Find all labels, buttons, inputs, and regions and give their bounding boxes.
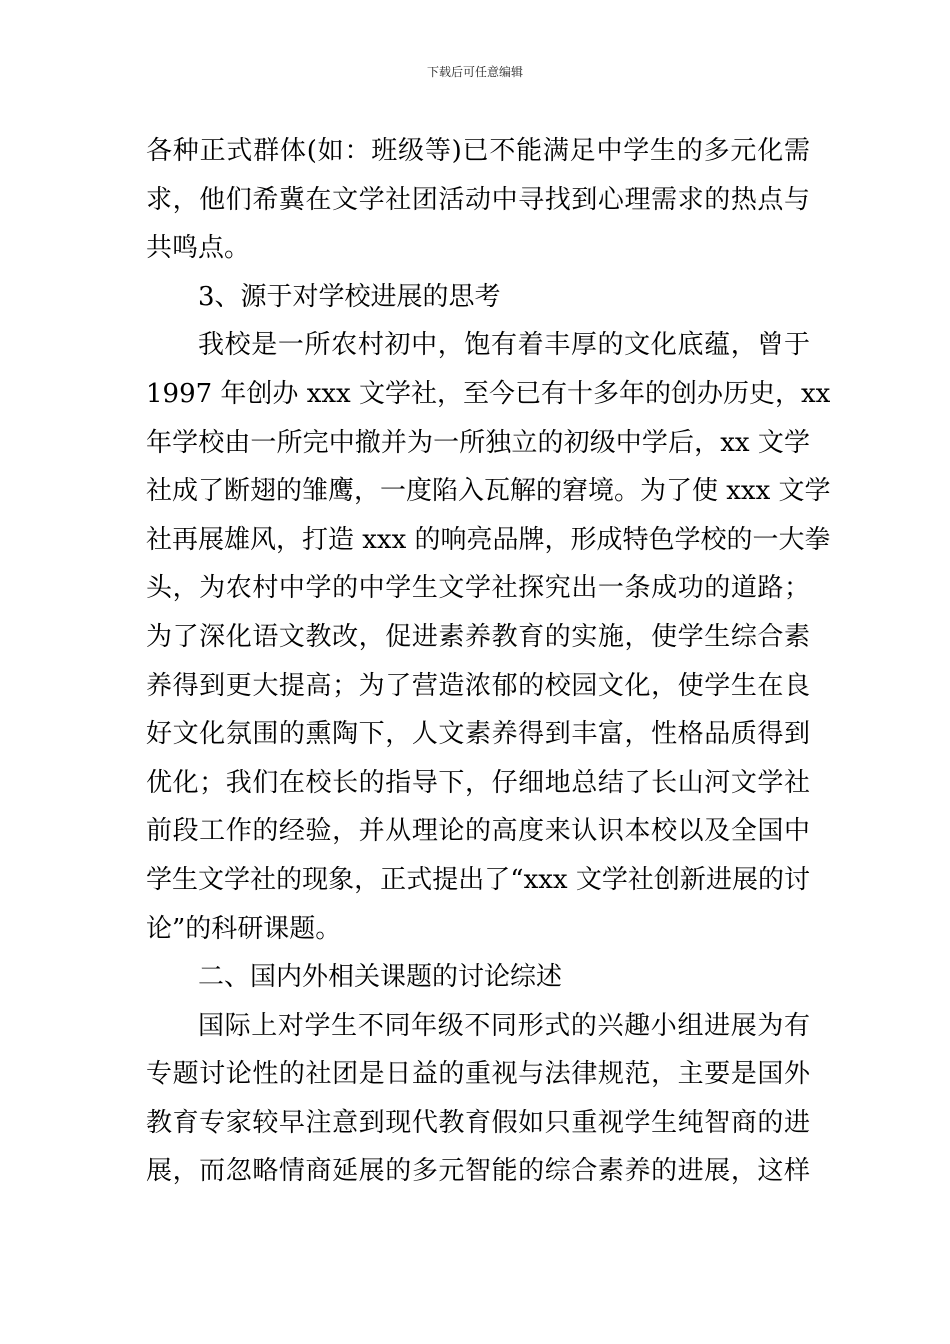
text-line: 年学校由一所完中撤并为一所独立的初级中学后，xx 文学 (146, 427, 810, 458)
text-line: 学生文学社的现象，正式提出了“xxx 文学社创新进展的讨 (146, 864, 810, 895)
text-line: 国际上对学生不同年级不同形式的兴趣小组进展为有 (198, 1010, 810, 1041)
text-line: 好文化氛围的熏陶下，人文素养得到丰富，性格品质得到 (146, 719, 810, 750)
document-body (146, 127, 831, 1196)
section-heading: 3、源于对学校进展的思考 (198, 281, 501, 312)
text-line: 社成了断翅的雏鹰，一度陷入瓦解的窘境。为了使 xxx 文学 (146, 476, 831, 507)
text-line: 论”的科研课题。 (146, 913, 342, 944)
text-line: 1997 年创办 xxx 文学社，至今已有十多年的创办历史，xx (146, 378, 831, 409)
text-line: 展，而忽略情商延展的多元智能的综合素养的进展，这样 (146, 1156, 810, 1187)
text-line: 优化；我们在校长的指导下，仔细地总结了长山河文学社 (146, 767, 810, 798)
text-line: 共鸣点。 (146, 233, 251, 264)
text-line: 头，为农村中学的中学生文学社探究出一条成功的道路； (146, 573, 810, 604)
text-line: 社再展雄风，打造 xxx 的响亮品牌，形成特色学校的一大拳 (146, 524, 831, 555)
text-line: 求，他们希冀在文学社团活动中寻找到心理需求的热点与 (146, 184, 810, 215)
text-line: 各种正式群体(如：班级等)已不能满足中学生的多元化需 (146, 136, 810, 166)
text-line: 我校是一所农村初中，饱有着丰厚的文化底蕴，曾于 (198, 330, 810, 361)
text-line: 前段工作的经验，并从理论的高度来认识本校以及全国中 (146, 816, 810, 847)
text-line: 养得到更大提高；为了营造浓郁的校园文化，使学生在良 (146, 670, 810, 701)
page-header: 下载后可任意编辑 (426, 65, 523, 79)
text-line: 专题讨论性的社团是日益的重视与法律规范，主要是国外 (146, 1059, 810, 1090)
section-heading: 二、国内外相关课题的讨论综述 (198, 962, 563, 993)
text-line: 教育专家较早注意到现代教育假如只重视学生纯智商的进 (146, 1107, 810, 1138)
text-line: 为了深化语文教改，促进素养教育的实施，使学生综合素 (146, 621, 810, 652)
